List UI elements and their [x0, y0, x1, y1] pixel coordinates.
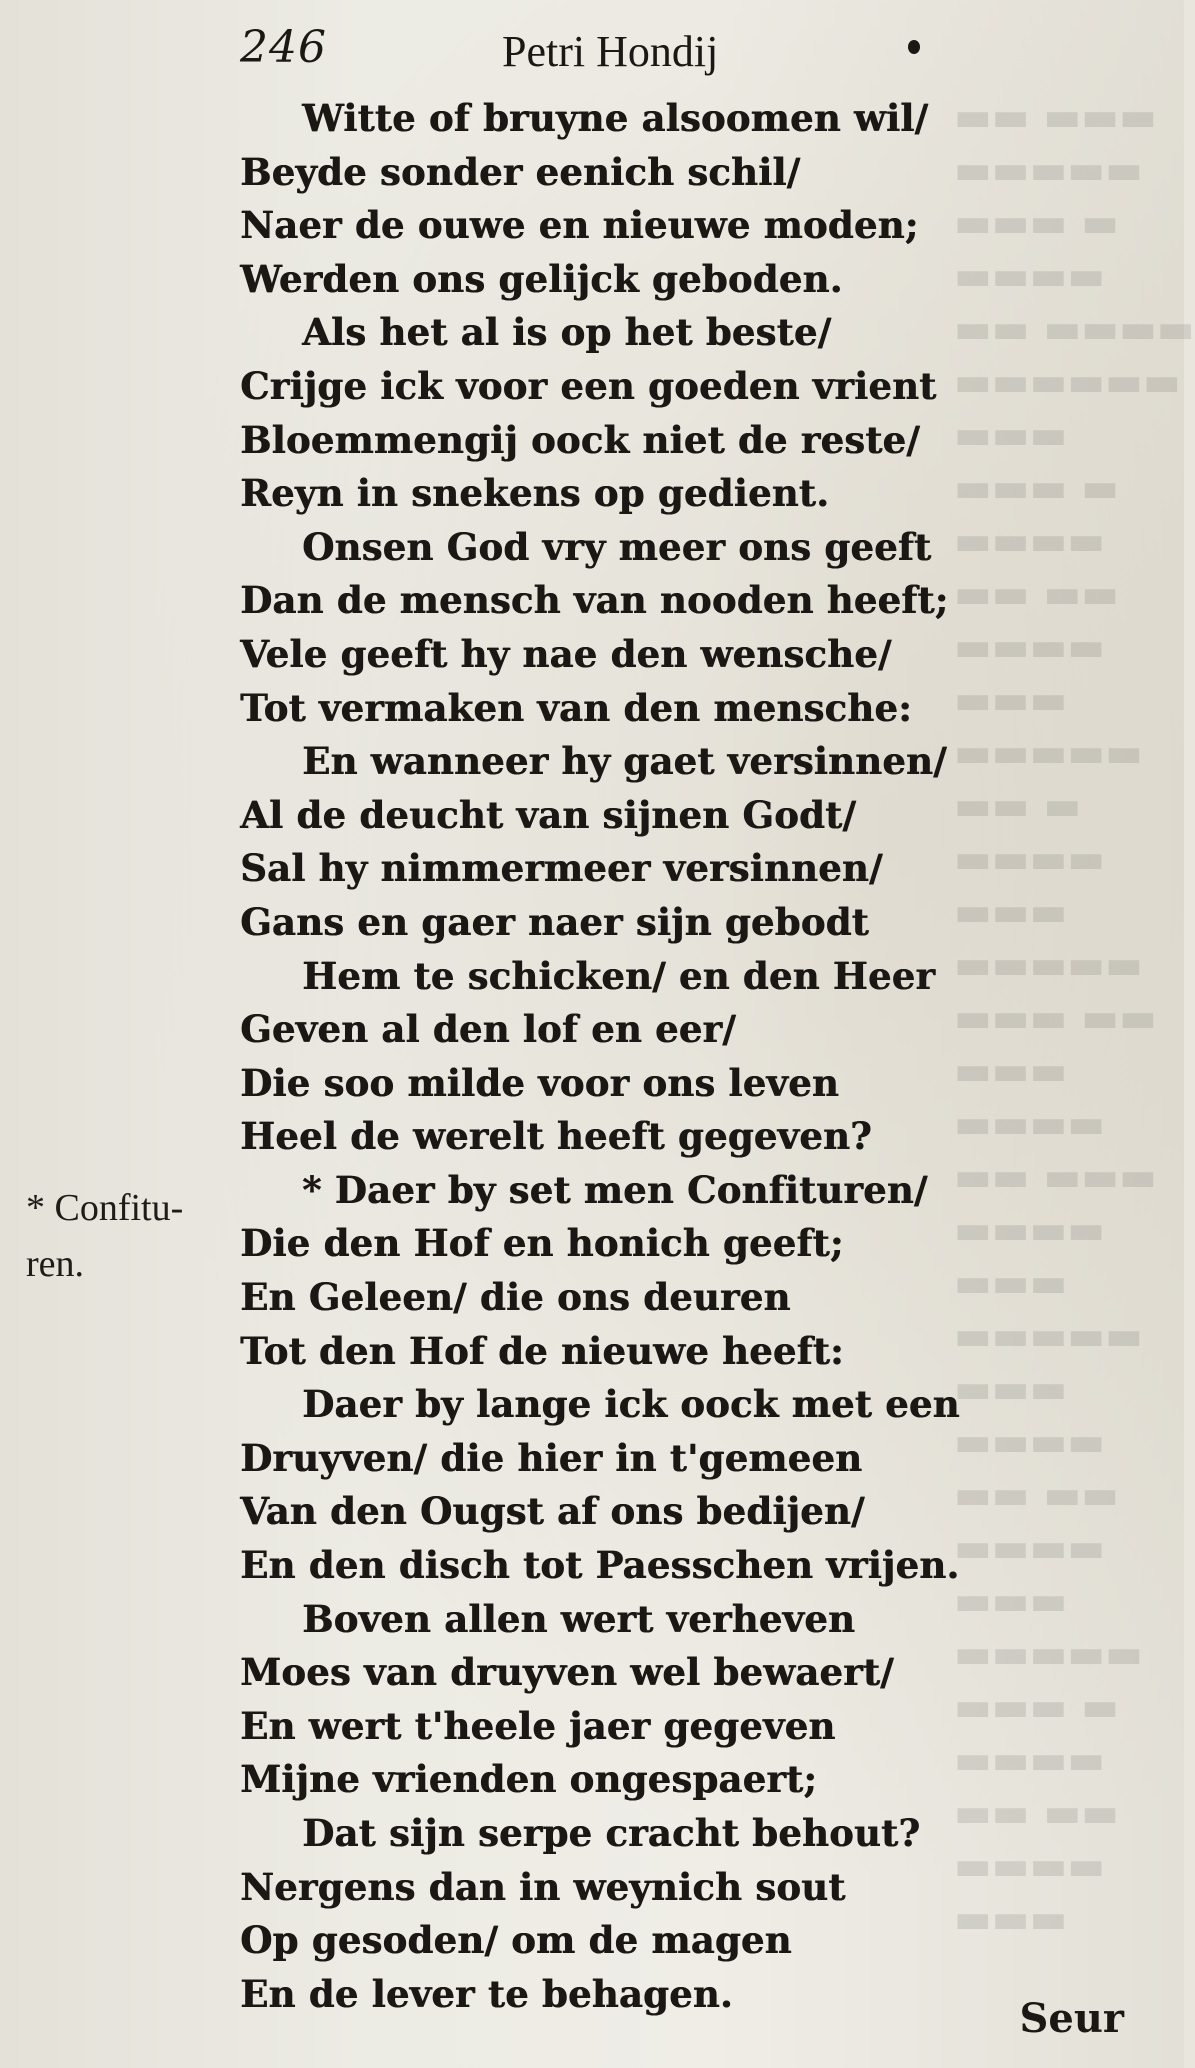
verse-line: En wert t'heele jaer gegeven [240, 1703, 836, 1748]
verse-line: Dat sijn serpe cracht behout? [302, 1811, 921, 1855]
verse-line: En wanneer hy gaet versinnen/ [302, 739, 947, 784]
verse-block [240, 92, 1060, 2021]
verse-line: Onsen God vry meer ons geeft [302, 524, 932, 569]
verse-line: Die den Hof en honich geeft; [240, 1221, 844, 1266]
verse-line: En den disch tot Paesschen vrijen. [240, 1543, 960, 1588]
verse-line: Heel de werelt heeft gegeven? [240, 1114, 872, 1159]
verse-line: Vele geeft hy nae den wensche/ [240, 631, 892, 676]
verse-line: Moes van druyven wel bewaert/ [240, 1650, 894, 1695]
verse-line: Sal hy nimmermeer versinnen/ [240, 846, 883, 891]
verse-line: Daer by lange ick oock met een [302, 1382, 960, 1427]
verse-line: Al de deucht van sijnen Godt/ [240, 792, 856, 837]
verse-line: Werden ons gelijck geboden. [240, 256, 843, 301]
verse-line: Tot den Hof de nieuwe heeft: [240, 1328, 844, 1373]
verse-line: Witte of bruyne alsoomen wil/ [302, 96, 929, 140]
bleed-through-text: ▬▬ ▬▬▬ ▬▬▬▬▬ ▬▬▬ ▬ ▬▬▬▬ ▬▬ ▬▬▬▬ ▬▬▬▬▬▬ ▬▬▬ ▬▬▬ ▬ ▬▬▬▬ ▬▬ ▬▬ ▬▬▬▬ ▬▬▬ ▬▬▬▬▬ ▬▬ ▬ ▬▬▬▬ ▬▬▬ ▬▬▬▬▬ ▬▬▬ ▬▬ ▬▬▬ ▬▬▬▬ ▬▬ ▬▬▬ ▬▬▬▬ ▬▬▬ ▬▬▬▬▬ ▬▬▬ ▬▬▬▬ ▬▬ ▬▬ ▬▬▬▬ ▬▬▬ ▬▬▬▬▬ ▬▬▬ ▬ ▬▬▬▬ ▬▬ ▬▬ ▬▬▬▬ ▬▬▬ [954, 93, 1195, 1942]
verse-line: En de lever te behagen. [240, 1971, 733, 2016]
verse-line: Geven al den lof en eer/ [240, 1007, 736, 1052]
verse-line: Op gesoden/ om de magen [240, 1918, 792, 1963]
verse-line: Beyde sonder eenich schil/ [240, 149, 801, 194]
verse-line: * Daer by set men Confituren/ [302, 1167, 928, 1212]
verse-line: Hem te schicken/ en den Heer [302, 953, 936, 998]
ink-spot [908, 40, 920, 54]
marginal-note-line: * Confitu- [26, 1187, 184, 1229]
verse-line: Bloemmengij oock niet de reste/ [240, 417, 920, 462]
page-number: 246 [240, 22, 327, 73]
verse-line: Boven allen wert verheven [302, 1596, 855, 1641]
marginal-note-line: ren. [26, 1243, 85, 1285]
verse-line: Als het al is op het beste/ [302, 310, 832, 355]
verse-line: Tot vermaken van den mensche: [240, 685, 912, 730]
verse-line: Druyven/ die hier in t'gemeen [240, 1435, 863, 1480]
verse-line: Dan de mensch van nooden heeft; [240, 578, 949, 623]
marginal-note [26, 1180, 236, 1292]
running-title: Petri Hondij [502, 27, 719, 76]
verse-line: Reyn in snekens op gedient. [240, 471, 830, 516]
verse-line: Nergens dan in weynich sout [240, 1864, 846, 1909]
running-head [240, 22, 940, 82]
verse-line: Mijne vrienden ongespaert; [240, 1757, 818, 1802]
verse-line: Crijge ick voor een goeden vrient [240, 363, 937, 408]
verse-line: Die soo milde voor ons leven [240, 1060, 839, 1105]
verse-line: Gans en gaer naer sijn gebodt [240, 899, 869, 944]
verse-line: Naer de ouwe en nieuwe moden; [240, 203, 919, 248]
verse-line: En Geleen/ die ons deuren [240, 1275, 791, 1320]
verse-line: Van den Ougst af ons bedijen/ [240, 1489, 865, 1534]
catchword: Seur [1019, 1995, 1124, 2042]
